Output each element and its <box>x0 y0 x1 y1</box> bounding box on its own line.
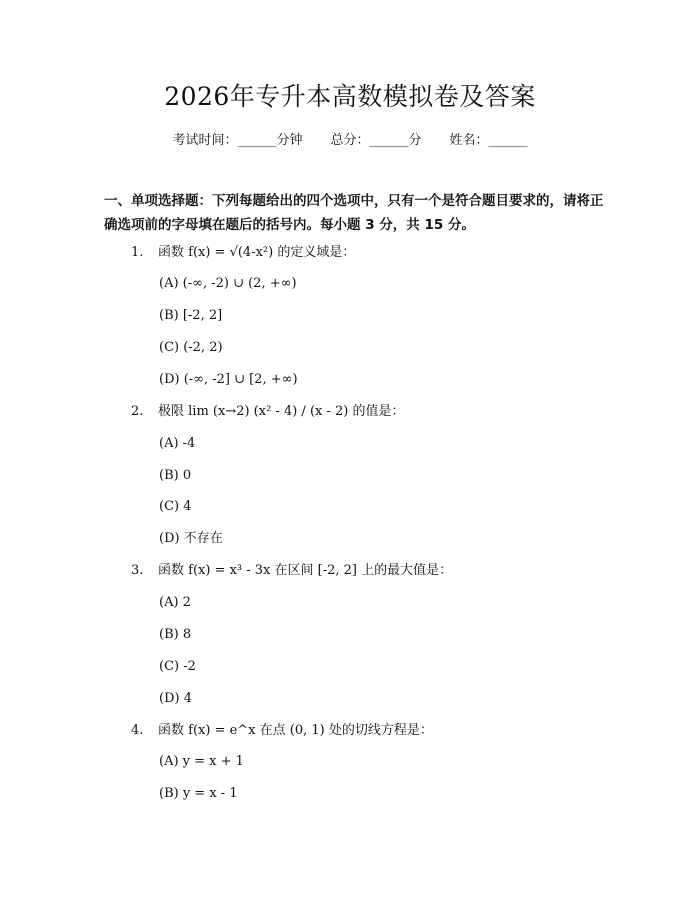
question <box>131 561 452 581</box>
question-text: 函数 f(x) = √(4-x²) 的定义域是： <box>158 245 356 260</box>
question <box>131 402 404 422</box>
option: (D) 不存在 <box>159 531 223 546</box>
option: (C) 4 <box>159 499 192 514</box>
question-text: 函数 f(x) = e^x 在点 (0, 1) 处的切线方程是： <box>158 723 433 738</box>
option: (A) 2 <box>159 595 191 610</box>
option: (D) 4 <box>159 691 192 706</box>
option: (A) (-∞, -2) ∪ (2, +∞) <box>159 276 297 291</box>
section-heading: 一、单项选择题：下列每题给出的四个选项中，只有一个是符合题目要求的，请将正确选项前的字母填在题后的括号内。每小题 3 分，共 15 分。 <box>104 193 604 233</box>
question <box>131 243 355 263</box>
option: (B) [-2, 2] <box>159 308 223 323</box>
option: (B) 8 <box>159 627 192 642</box>
option: (A) y = x + 1 <box>159 754 244 769</box>
option: (B) 0 <box>159 468 192 483</box>
question-number: 1. <box>131 245 144 260</box>
exam-time: 考试时间：______分钟 <box>172 133 303 148</box>
total-score: 总分：______分 <box>330 133 422 148</box>
option: (C) (-2, 2) <box>159 340 223 355</box>
option: (A) -4 <box>159 436 196 451</box>
page-title: 2026年专升本高数模拟卷及答案 <box>164 82 536 111</box>
option: (D) (-∞, -2] ∪ [2, +∞) <box>159 372 298 387</box>
question-text: 函数 f(x) = x³ - 3x 在区间 [-2, 2] 上的最大值是： <box>158 563 453 578</box>
question-number: 4. <box>131 723 144 738</box>
option: (C) -2 <box>159 659 196 674</box>
question <box>131 721 433 741</box>
question-number: 3. <box>131 563 144 578</box>
question-text: 极限 lim (x→2) (x² - 4) / (x - 2) 的值是： <box>158 404 405 419</box>
student-name: 姓名：______ <box>449 133 528 148</box>
option: (B) y = x - 1 <box>159 786 238 801</box>
exam-meta <box>0 131 700 151</box>
question-number: 2. <box>131 404 144 419</box>
